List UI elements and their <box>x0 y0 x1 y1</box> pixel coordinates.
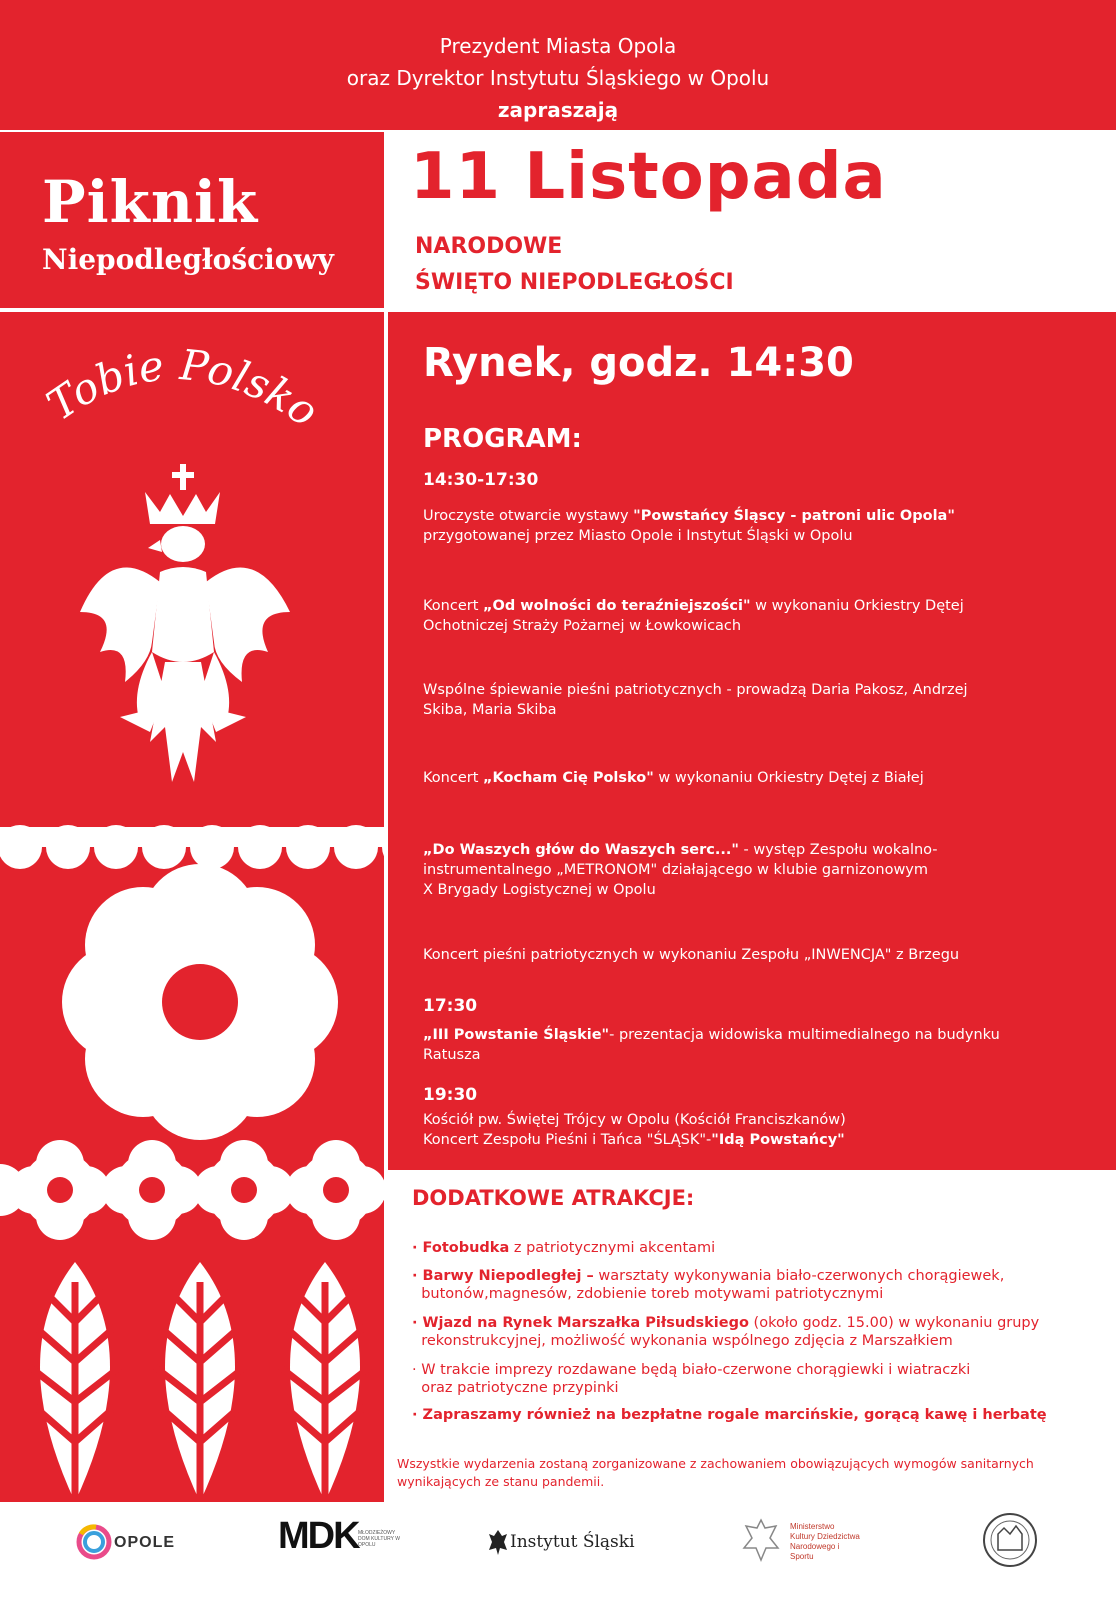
event-title: Piknik <box>42 168 259 236</box>
time-slot-3: 19:30 <box>423 1085 478 1105</box>
place-and-time: Rynek, godz. 14:30 <box>423 340 854 386</box>
attraction-item-2: · Barwy Niepodległej – warsztaty wykonywania biało-czerwonych chorągiewek, butonów,magnesów, zdobienie toreb motywami patriotycznymi <box>412 1268 1005 1302</box>
time-slot-1: 14:30-17:30 <box>423 470 539 490</box>
attraction-item-3: · Wjazd na Rynek Marszałka Piłsudskiego (około godz. 15.00) w wykonaniu grupy rekonstrukcyjnej, możliwość wykonania wspólnego zdjęcia z Marszałkiem <box>412 1315 1040 1349</box>
flower-center <box>162 964 238 1040</box>
program-heading: PROGRAM: <box>423 424 582 454</box>
attraction-item-4: · W trakcie imprezy rozdawane będą biało-czerwone chorągiewki i wiatraczki oraz patriotyczne przypinki <box>412 1362 971 1396</box>
leaves-row <box>30 1262 370 1502</box>
program-item-8: Kościół pw. Świętej Trójcy w Opolu (Kościół Franciszkanów) Koncert Zespołu Pieśni i Tańca "ŚLĄSK"-"Idą Powstańcy" <box>423 1112 846 1148</box>
organizer-line-1: Prezydent Miasta Opola <box>439 34 677 58</box>
program-item-6: Koncert pieśni patriotycznych w wykonaniu Zespołu „INWENCJA" z Brzegu <box>423 947 960 963</box>
tobie-polsko-lettering: Tobie Polsko <box>37 340 328 437</box>
program-item-7: „III Powstanie Śląskie"- prezentacja widowiska multimedialnego na budynku Ratusza <box>423 1027 1000 1063</box>
folk-art-illustration <box>0 312 384 1502</box>
city-seal-icon <box>982 1512 1038 1568</box>
mdk-logo: MDK <box>278 1515 359 1557</box>
sanitary-notice: Wszystkie wydarzenia zostaną zorganizowane z zachowaniem obowiązujących wymogów sanitarnych wynikających ze stanu pandemii. <box>397 1456 1034 1489</box>
event-date: 11 Listopada <box>410 140 887 214</box>
attractions-heading: DODATKOWE ATRAKCJE: <box>412 1186 695 1210</box>
opole-logo-icon <box>76 1524 112 1560</box>
program-item-3: Wspólne śpiewanie pieśni patriotycznych - prowadzą Daria Pakosz, Andrzej Skiba, Maria Skiba <box>423 682 968 718</box>
holiday-line-2: ŚWIĘTO NIEPODLEGŁOŚCI <box>415 270 734 295</box>
organizer-line-2: oraz Dyrektor Instytutu Śląskiego w Opolu <box>346 66 770 90</box>
ministry-eagle-icon <box>740 1516 782 1562</box>
program-item-1: Uroczyste otwarcie wystawy "Powstańcy Śląscy - patroni ulic Opola" przygotowanej przez Miasto Opole i Instytut Śląski w Opolu <box>423 508 955 544</box>
program-item-5: „Do Waszych głów do Waszych serc..." - występ Zespołu wokalno- instrumentalnego „METRONOM" działającego w klubie garnizonowym X Brygady Logistycznej w Opolu <box>423 842 938 898</box>
mdk-logo-caption: MŁODZIEŻOWY DOM KULTURY W OPOLU <box>358 1530 400 1548</box>
ministry-logo: Ministerstwo Kultury Dziedzictwa Narodowego i Sportu <box>790 1522 860 1561</box>
time-slot-2: 17:30 <box>423 996 478 1016</box>
opole-logo-text: OPOLE <box>114 1534 176 1551</box>
program-item-2: Koncert „Od wolności do teraźniejszości" w wykonaniu Orkiestry Dętej Ochotniczej Straży Pożarnej w Łowkowicach <box>423 598 964 634</box>
instytut-slaski-logo: Instytut Śląski <box>510 1532 635 1552</box>
instytut-slaski-eagle-icon <box>488 1528 508 1556</box>
attraction-item-1: · Fotobudka z patriotycznymi akcentami <box>412 1240 716 1256</box>
invite-line: zapraszają <box>497 98 619 122</box>
attraction-item-5: · Zapraszamy również na bezpłatne rogale marcińskie, gorącą kawę i herbatę <box>412 1407 1047 1423</box>
small-flowers-row <box>0 1140 384 1240</box>
white-eagle-icon <box>80 464 290 782</box>
event-subtitle: Niepodległościowy <box>42 243 334 276</box>
holiday-line-1: NARODOWE <box>415 234 563 259</box>
program-item-4: Koncert „Kocham Cię Polsko" w wykonaniu Orkiestry Dętej z Białej <box>423 770 924 786</box>
art-panel <box>0 312 384 1502</box>
